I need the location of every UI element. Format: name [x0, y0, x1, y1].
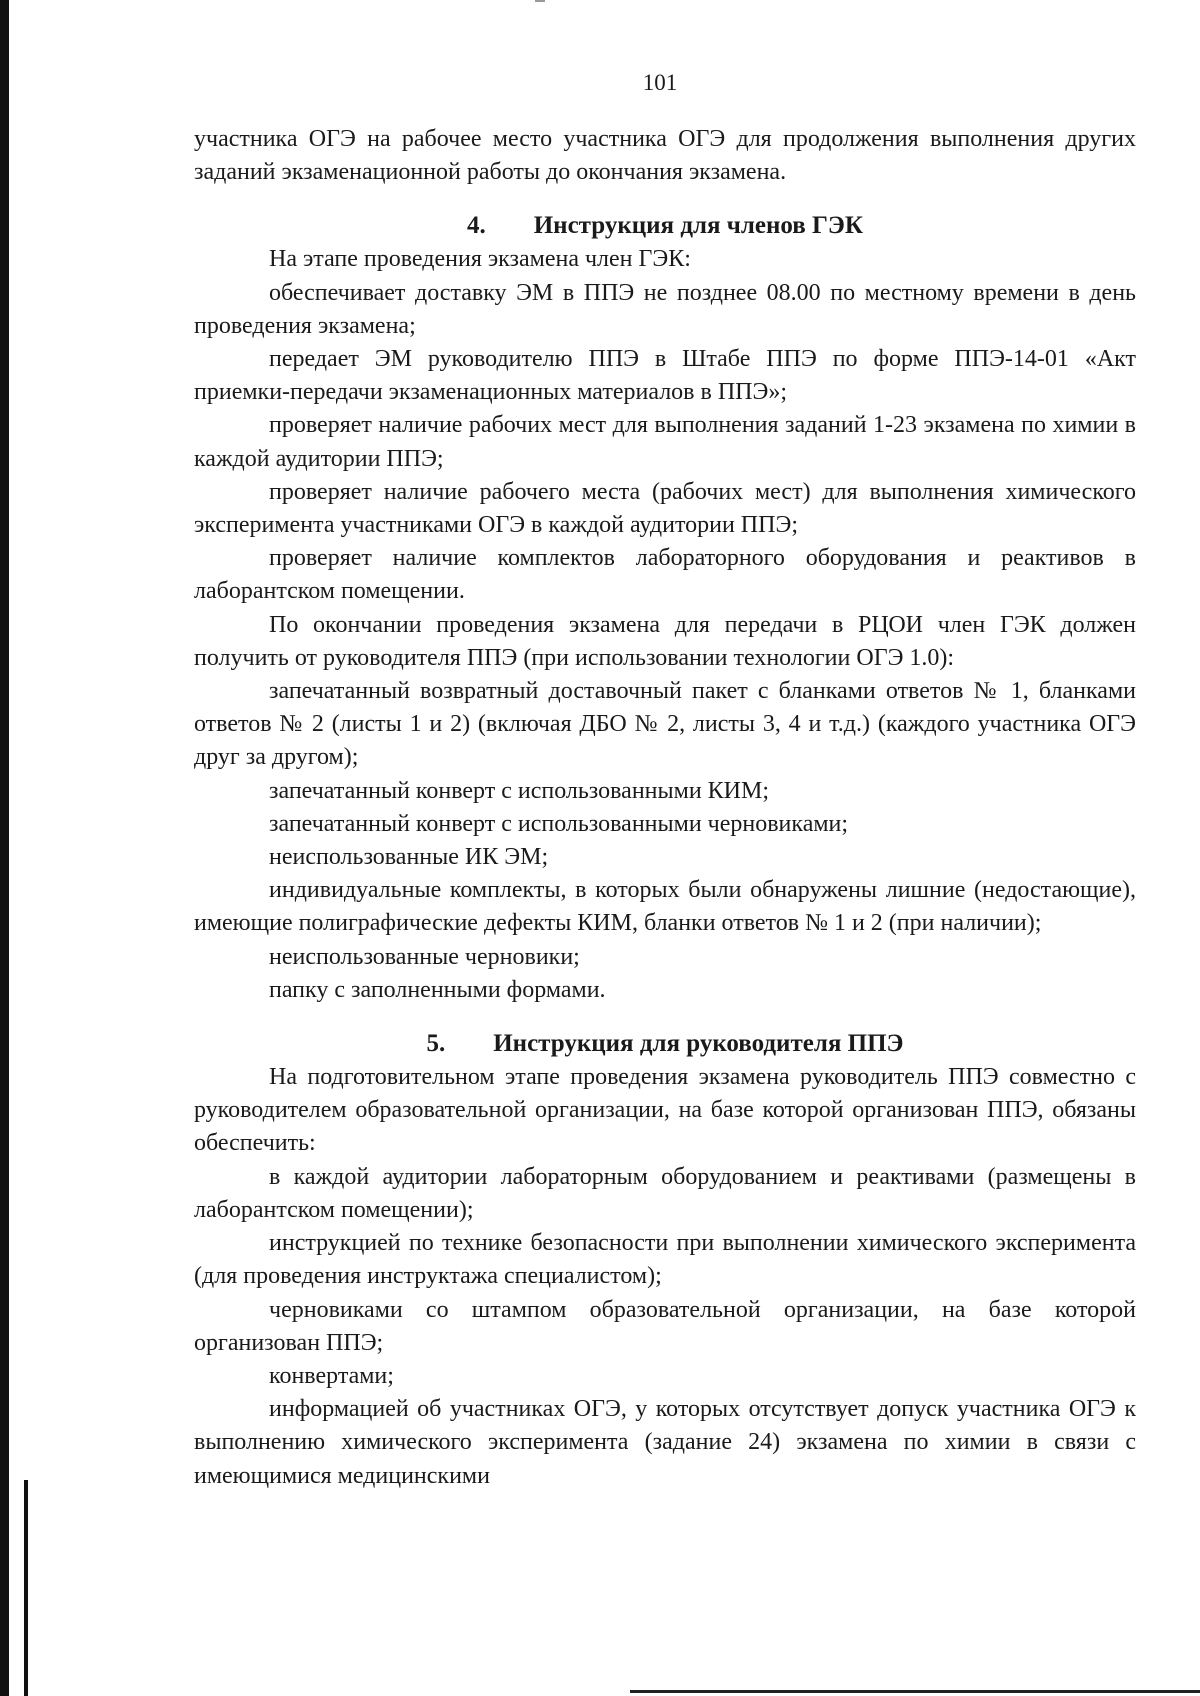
section-5-paragraph: в каждой аудитории лабораторным оборудованием и реактивами (размещены в лаборантском помещении);: [194, 1163, 1136, 1223]
section-5-paragraph: информацией об участниках ОГЭ, у которых отсутствует допуск участника ОГЭ к выполнению химического эксперимента (задание 24) экзамена по химии в связи с имеющимися медицинскими: [194, 1396, 1136, 1489]
section-4-paragraph: передает ЭМ руководителю ППЭ в Штабе ППЭ по форме ППЭ-14-01 «Акт приемки-передачи экзаменационных материалов в ППЭ»;: [194, 346, 1136, 406]
section-5-title: Инструкция для руководителя ППЭ: [493, 1030, 904, 1058]
section-4-heading: [194, 209, 1136, 243]
section-5-number: 5.: [426, 1030, 446, 1058]
scan-edge-left: [0, 0, 9, 1696]
scan-mark-top: [535, 0, 545, 2]
section-5-paragraph: конвертами;: [269, 1362, 394, 1389]
section-4-paragraph: запечатанный конверт с использованными КИМ;: [269, 777, 770, 804]
section-4-paragraph: неиспользованные черновики;: [269, 943, 580, 970]
document-body: [194, 123, 1136, 1493]
section-4-title: Инструкция для членов ГЭК: [533, 212, 864, 240]
section-4-paragraph: папку с заполненными формами.: [269, 976, 606, 1003]
section-4-paragraph: проверяет наличие рабочих мест для выполнения заданий 1-23 экзамена по химии в каждой аудитории ППЭ;: [194, 412, 1136, 472]
section-4-paragraph: По окончании проведения экзамена для передачи в РЦОИ член ГЭК должен получить от руководителя ППЭ (при использовании технологии ОГЭ 1.0):: [194, 611, 1136, 671]
scan-mark-bottom: [630, 1690, 1200, 1693]
page-number: 101: [642, 70, 678, 95]
section-4-number: 4.: [466, 212, 486, 240]
section-4-paragraph: обеспечивает доставку ЭМ в ППЭ не позднее 08.00 по местному времени в день проведения экзамена;: [194, 279, 1136, 339]
section-4-paragraph: проверяет наличие комплектов лабораторного оборудования и реактивов в лаборантском помещении.: [194, 545, 1136, 605]
intro-paragraph: участника ОГЭ на рабочее место участника ОГЭ для продолжения выполнения других заданий экзаменационной работы до окончания экзамена.: [194, 126, 1136, 186]
section-4-paragraph: неиспользованные ИК ЭМ;: [269, 844, 549, 871]
section-5-paragraph: черновиками со штампом образовательной организации, на базе которой организован ППЭ;: [194, 1296, 1136, 1356]
section-5-paragraph: На подготовительном этапе проведения экзамена руководитель ППЭ совместно с руководителем образовательной организации, на базе которой организован ППЭ, обязаны обеспечить:: [194, 1064, 1136, 1157]
section-4-paragraph: запечатанный конверт с использованными черновиками;: [269, 810, 849, 837]
section-4-paragraph: запечатанный возвратный доставочный пакет с бланками ответов № 1, бланками ответов № 2 (листы 1 и 2) (включая ДБО № 2, листы 3, 4 и т.д.) (каждого участника ОГЭ друг за другом);: [194, 678, 1136, 771]
section-4-paragraph: На этапе проведения экзамена член ГЭК:: [269, 246, 691, 273]
scan-edge-left-inner: [24, 1480, 28, 1696]
section-4-paragraph: проверяет наличие рабочего места (рабочих мест) для выполнения химического эксперимента участниками ОГЭ в каждой аудитории ППЭ;: [194, 478, 1136, 539]
section-5-paragraph: инструкцией по технике безопасности при выполнении химического эксперимента (для проведения инструктажа специалистом);: [194, 1230, 1136, 1290]
section-5-heading: [194, 1027, 1136, 1061]
section-4-paragraph: индивидуальные комплекты, в которых были обнаружены лишние (недостающие), имеющие полиграфические дефекты КИМ, бланки ответов № 1 и 2 (при наличии);: [194, 877, 1136, 937]
